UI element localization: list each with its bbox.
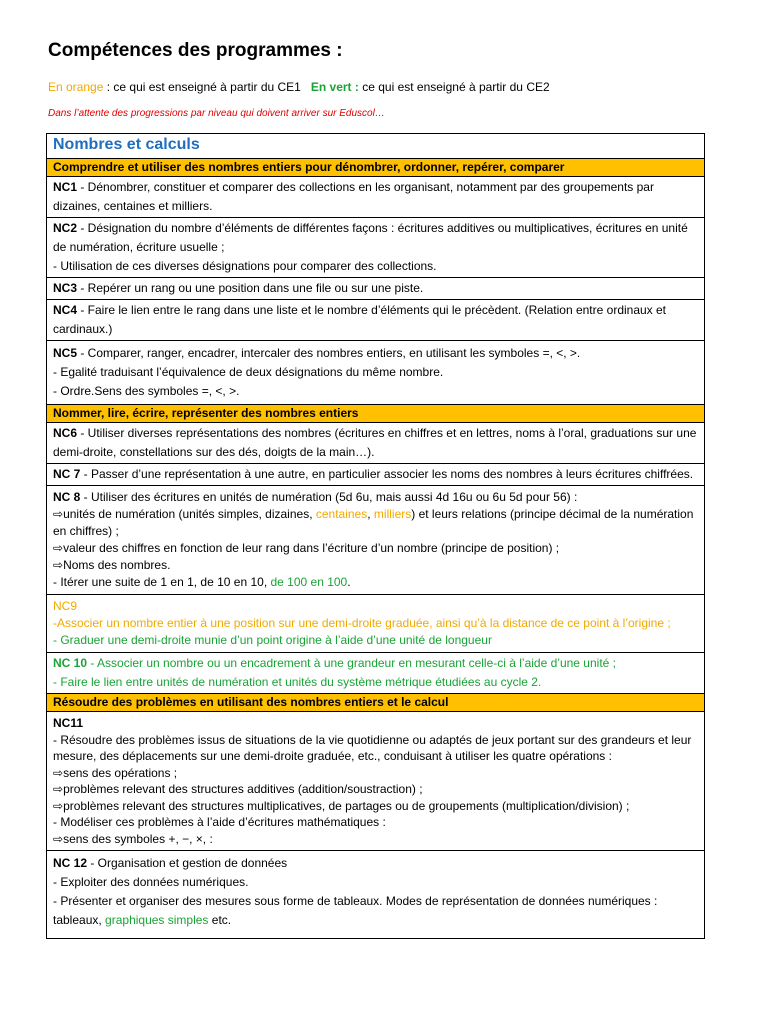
table-row-nc2 <box>47 218 704 278</box>
table-row-nc12 <box>47 851 704 938</box>
color-legend <box>48 80 550 94</box>
text-nc10-2: - Faire le lien entre unités de numération et unités du système métrique étudiées au cycle 2. <box>53 675 542 689</box>
code-nc3: NC3 <box>53 281 78 295</box>
text-nc8-5a: - Itérer une suite de 1 en 1, de 10 en 10, <box>53 575 271 589</box>
text-nc3: - Repérer un rang ou une position dans une file ou sur une piste. <box>77 281 424 295</box>
code-nc7: NC 7 <box>53 467 81 481</box>
text-nc9-1: -Associer un nombre entier à une position sur une demi-droite graduée, ainsi qu’à la distance de ce point à l’origine ; <box>53 616 671 630</box>
section-header-1: Comprendre et utiliser des nombres entiers pour dénombrer, ordonner, repérer, comparer <box>47 159 704 177</box>
section-header-2: Nommer, lire, écrire, représenter des nombres entiers <box>47 405 704 423</box>
arrow-icon: ⇨ <box>53 831 64 846</box>
table-title: Nombres et calculs <box>47 134 704 159</box>
text-nc1: - Dénombrer, constituer et comparer des collections en les organisant, notamment par des groupements par dizaines, centaines et milliers. <box>53 180 654 213</box>
text-nc7: - Passer d’une représentation à une autre, en particulier associer les noms des nombres à leurs écritures chiffrées. <box>80 467 694 481</box>
arrow-icon: ⇨ <box>53 765 64 780</box>
text-nc11-5: - Modéliser ces problèmes à l’aide d’écritures mathématiques : <box>53 815 386 829</box>
arrow-icon: ⇨ <box>53 541 64 555</box>
code-nc6: NC6 <box>53 426 78 440</box>
arrow-icon: ⇨ <box>53 558 64 572</box>
text-nc8-2a: unités de numération (unités simples, dizaines, <box>63 507 316 521</box>
code-nc10: NC 10 <box>53 656 88 670</box>
legend-green-text: ce qui est enseigné à partir du CE2 <box>358 80 550 94</box>
text-nc8-2d: milliers <box>373 507 412 521</box>
arrow-icon: ⇨ <box>53 507 64 521</box>
table-row-nc4 <box>47 300 704 341</box>
text-nc8-2e: ) et leurs relations (principe décimal de la numération en chiffres) ; <box>53 507 694 538</box>
table-row-nc8 <box>47 486 704 595</box>
text-nc8-5c: . <box>347 575 351 589</box>
text-nc2-1: - Désignation du nombre d’éléments de différentes façons : écritures additives ou multiplicatives, écritures en unité de numération, écriture usuelle ; <box>53 221 688 254</box>
text-nc11-4: problèmes relevant des structures multiplicatives, de partages ou de groupements (multiplication/division) ; <box>63 798 630 813</box>
table-row-nc10 <box>47 653 704 694</box>
table-row-nc11 <box>47 712 704 851</box>
table-row-nc3 <box>47 278 704 300</box>
text-nc12-3a: - Présenter et organiser des mesures sous forme de tableaux. Modes de représentation de données numériques : tableaux, <box>53 894 658 927</box>
legend-orange-text: : ce qui est enseigné à partir du CE1 <box>103 80 301 94</box>
text-nc4: - Faire le lien entre le rang dans une liste et le nombre d’éléments qui le précèdent. (Relation entre ordinaux et cardinaux.) <box>53 303 667 336</box>
text-nc6: - Utiliser diverses représentations des nombres (écritures en chiffres et en lettres, noms à l’oral, graduations sur une demi-droite, constellations sur des dés, doigts de la main…). <box>53 426 697 459</box>
text-nc11-6: sens des symboles +, −, ×, : <box>63 831 213 846</box>
text-nc8-4: Noms des nombres. <box>63 558 171 572</box>
code-nc9: NC9 <box>53 599 78 613</box>
text-nc12-3b: graphiques simples <box>105 913 209 927</box>
text-nc8-2c: , <box>367 507 374 521</box>
text-nc11-3: problèmes relevant des structures additives (addition/soustraction) ; <box>63 782 423 796</box>
table-row-nc5 <box>47 341 704 405</box>
legend-orange-label: En orange <box>48 80 104 94</box>
text-nc8-5b: de 100 en 100 <box>270 575 348 589</box>
legend-green-label: En vert : <box>310 80 359 94</box>
text-nc12-3c: etc. <box>208 913 232 927</box>
section-header-3: Résoudre des problèmes en utilisant des nombres entiers et le calcul <box>47 694 704 712</box>
text-nc5-1: - Comparer, ranger, encadrer, intercaler des nombres entiers, en utilisant les symboles =, <, >. <box>77 346 581 360</box>
code-nc4: NC4 <box>53 303 78 317</box>
table-row-nc9 <box>47 595 704 653</box>
code-nc1: NC1 <box>53 180 78 194</box>
arrow-icon: ⇨ <box>53 782 64 796</box>
text-nc12-2: - Exploiter des données numériques. <box>53 875 249 889</box>
text-nc12-1: - Organisation et gestion de données <box>87 856 288 870</box>
text-nc2-2: - Utilisation de ces diverses désignations pour comparer des collections. <box>53 259 437 273</box>
text-nc10-1: - Associer un nombre ou un encadrement à une grandeur en mesurant celle-ci à l’aide d’une unité ; <box>87 656 616 670</box>
competences-table <box>46 133 705 939</box>
text-nc11-2: sens des opérations ; <box>63 765 178 780</box>
page-heading: Compétences des programmes : <box>48 40 343 61</box>
table-row-nc1 <box>47 177 704 218</box>
text-nc8-1: - Utiliser des écritures en unités de numération (5d 6u, mais aussi 4d 16u ou 6u 5d pour 56) : <box>80 490 578 504</box>
text-nc11-1: - Résoudre des problèmes issus de situations de la vie quotidienne ou adaptés de jeux portant sur des grandeurs et leur mesure, des déplacements sur une demi-droite graduée, etc., conduisant à utiliser les quatre opérations : <box>53 732 692 763</box>
text-nc5-3: - Ordre.Sens des symboles =, <, >. <box>53 384 240 398</box>
code-nc11: NC11 <box>53 716 84 730</box>
arrow-icon: ⇨ <box>53 798 64 813</box>
code-nc5: NC5 <box>53 346 78 360</box>
text-nc8-3: valeur des chiffres en fonction de leur rang dans l’écriture d’un nombre (principe de position) ; <box>63 541 560 555</box>
table-row-nc7 <box>47 464 704 486</box>
code-nc2: NC2 <box>53 221 78 235</box>
table-row-nc6 <box>47 423 704 464</box>
text-nc8-2b: centaines <box>315 507 368 521</box>
code-nc12: NC 12 <box>53 856 88 870</box>
code-nc8: NC 8 <box>53 490 81 504</box>
text-nc9-2: - Graduer une demi-droite munie d’un point origine à l’aide d’une unité de longueur <box>53 633 492 647</box>
eduscol-note: Dans l’attente des progressions par niveau qui doivent arriver sur Eduscol… <box>48 108 385 119</box>
text-nc5-2: - Egalité traduisant l’équivalence de deux désignations du même nombre. <box>53 365 444 379</box>
